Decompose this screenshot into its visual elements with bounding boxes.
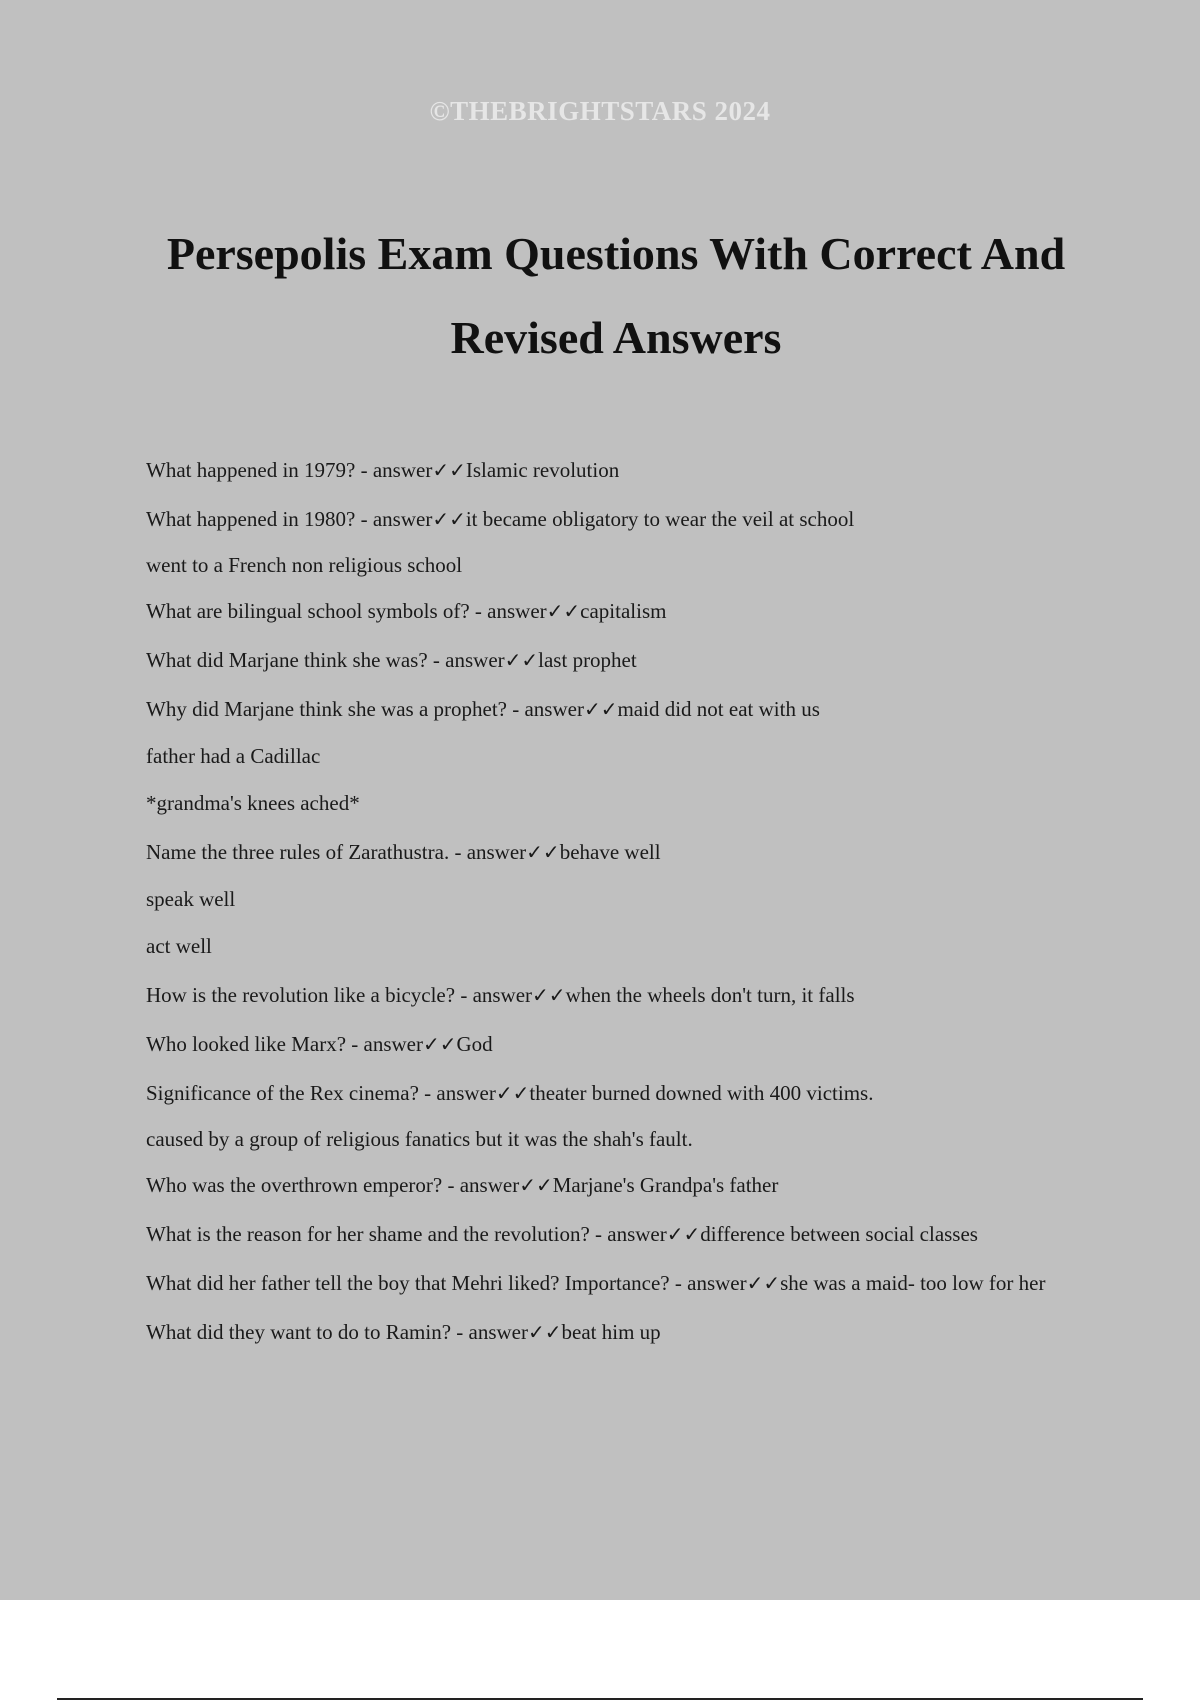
- double-check-icon: ✓✓: [432, 507, 466, 531]
- double-check-icon: ✓✓: [423, 1032, 457, 1056]
- answer-text: when the wheels don't turn, it falls: [565, 983, 855, 1007]
- answer-continuation: *grandma's knees ached*: [146, 791, 360, 815]
- question-item: [146, 645, 1081, 675]
- answer-continuation: caused by a group of religious fanatics but it was the shah's fault.: [146, 1127, 693, 1151]
- double-check-icon: ✓✓: [526, 840, 560, 864]
- answer-text: maid did not eat with us: [617, 697, 820, 721]
- answer-continuation: went to a French non religious school: [146, 553, 463, 577]
- answer-text: Islamic revolution: [465, 458, 620, 482]
- question-answer-list: [146, 455, 1081, 1347]
- answer-text: last prophet: [538, 648, 637, 672]
- double-check-icon: ✓✓: [746, 1271, 781, 1295]
- question-text: Why did Marjane think she was a prophet? - answer: [146, 697, 584, 721]
- answer-continuation: speak well: [146, 887, 236, 911]
- question-item: [146, 1170, 1081, 1200]
- question-item: [146, 1078, 1081, 1108]
- answer-text: she was a maid- too low for her: [780, 1271, 1046, 1295]
- question-text: How is the revolution like a bicycle? - answer: [146, 983, 533, 1007]
- question-text: What did Marjane think she was? - answer: [146, 648, 505, 672]
- double-check-icon: ✓✓: [583, 697, 618, 721]
- question-item: [146, 1268, 1081, 1298]
- answer-text: beat him up: [561, 1320, 661, 1344]
- question-text: Who looked like Marx? - answer: [146, 1032, 423, 1056]
- double-check-icon: ✓✓: [432, 458, 466, 482]
- question-item: [146, 455, 1081, 485]
- double-check-icon: ✓✓: [528, 1320, 562, 1344]
- question-item: [146, 1029, 1081, 1059]
- question-text: Name the three rules of Zarathustra. - answer: [146, 840, 527, 864]
- watermark: ©THEBRIGHTSTARS 2024: [429, 96, 771, 126]
- answer-text: it became obligatory to wear the veil at school: [465, 507, 855, 531]
- answer-continuation: father had a Cadillac: [146, 744, 321, 768]
- question-text: What is the reason for her shame and the revolution? - answer: [146, 1222, 667, 1246]
- question-item: [146, 596, 1081, 626]
- double-check-icon: ✓✓: [519, 1173, 553, 1197]
- double-check-icon: ✓✓: [546, 599, 581, 623]
- answer-continuation: act well: [146, 934, 212, 958]
- question-text: Significance of the Rex cinema? - answer: [146, 1081, 496, 1105]
- double-check-icon: ✓✓: [495, 1081, 530, 1105]
- question-text: What happened in 1979? - answer: [146, 458, 433, 482]
- question-item: [146, 980, 1081, 1010]
- answer-text: capitalism: [580, 599, 667, 623]
- answer-text: Marjane's Grandpa's father: [552, 1173, 779, 1197]
- question-item: [146, 504, 1081, 534]
- double-check-icon: ✓✓: [532, 983, 566, 1007]
- question-item: [146, 1317, 1081, 1347]
- document-title: Persepolis Exam Questions With Correct And Revised Answers: [166, 228, 1066, 363]
- answer-text: difference between social classes: [700, 1222, 978, 1246]
- answer-text: theater burned downed with 400 victims.: [529, 1081, 874, 1105]
- question-item: [146, 837, 1081, 867]
- double-check-icon: ✓✓: [666, 1222, 701, 1246]
- question-item: [146, 694, 1081, 724]
- question-item: [146, 1219, 1081, 1249]
- question-text: What did they want to do to Ramin? - answer: [146, 1320, 528, 1344]
- question-text: Who was the overthrown emperor? - answer: [146, 1173, 520, 1197]
- answer-text: God: [456, 1032, 493, 1056]
- question-text: What happened in 1980? - answer: [146, 507, 433, 531]
- question-text: What did her father tell the boy that Mehri liked? Importance? - answer: [146, 1271, 747, 1295]
- double-check-icon: ✓✓: [504, 648, 539, 672]
- question-text: What are bilingual school symbols of? - answer: [146, 599, 547, 623]
- answer-text: behave well: [559, 840, 661, 864]
